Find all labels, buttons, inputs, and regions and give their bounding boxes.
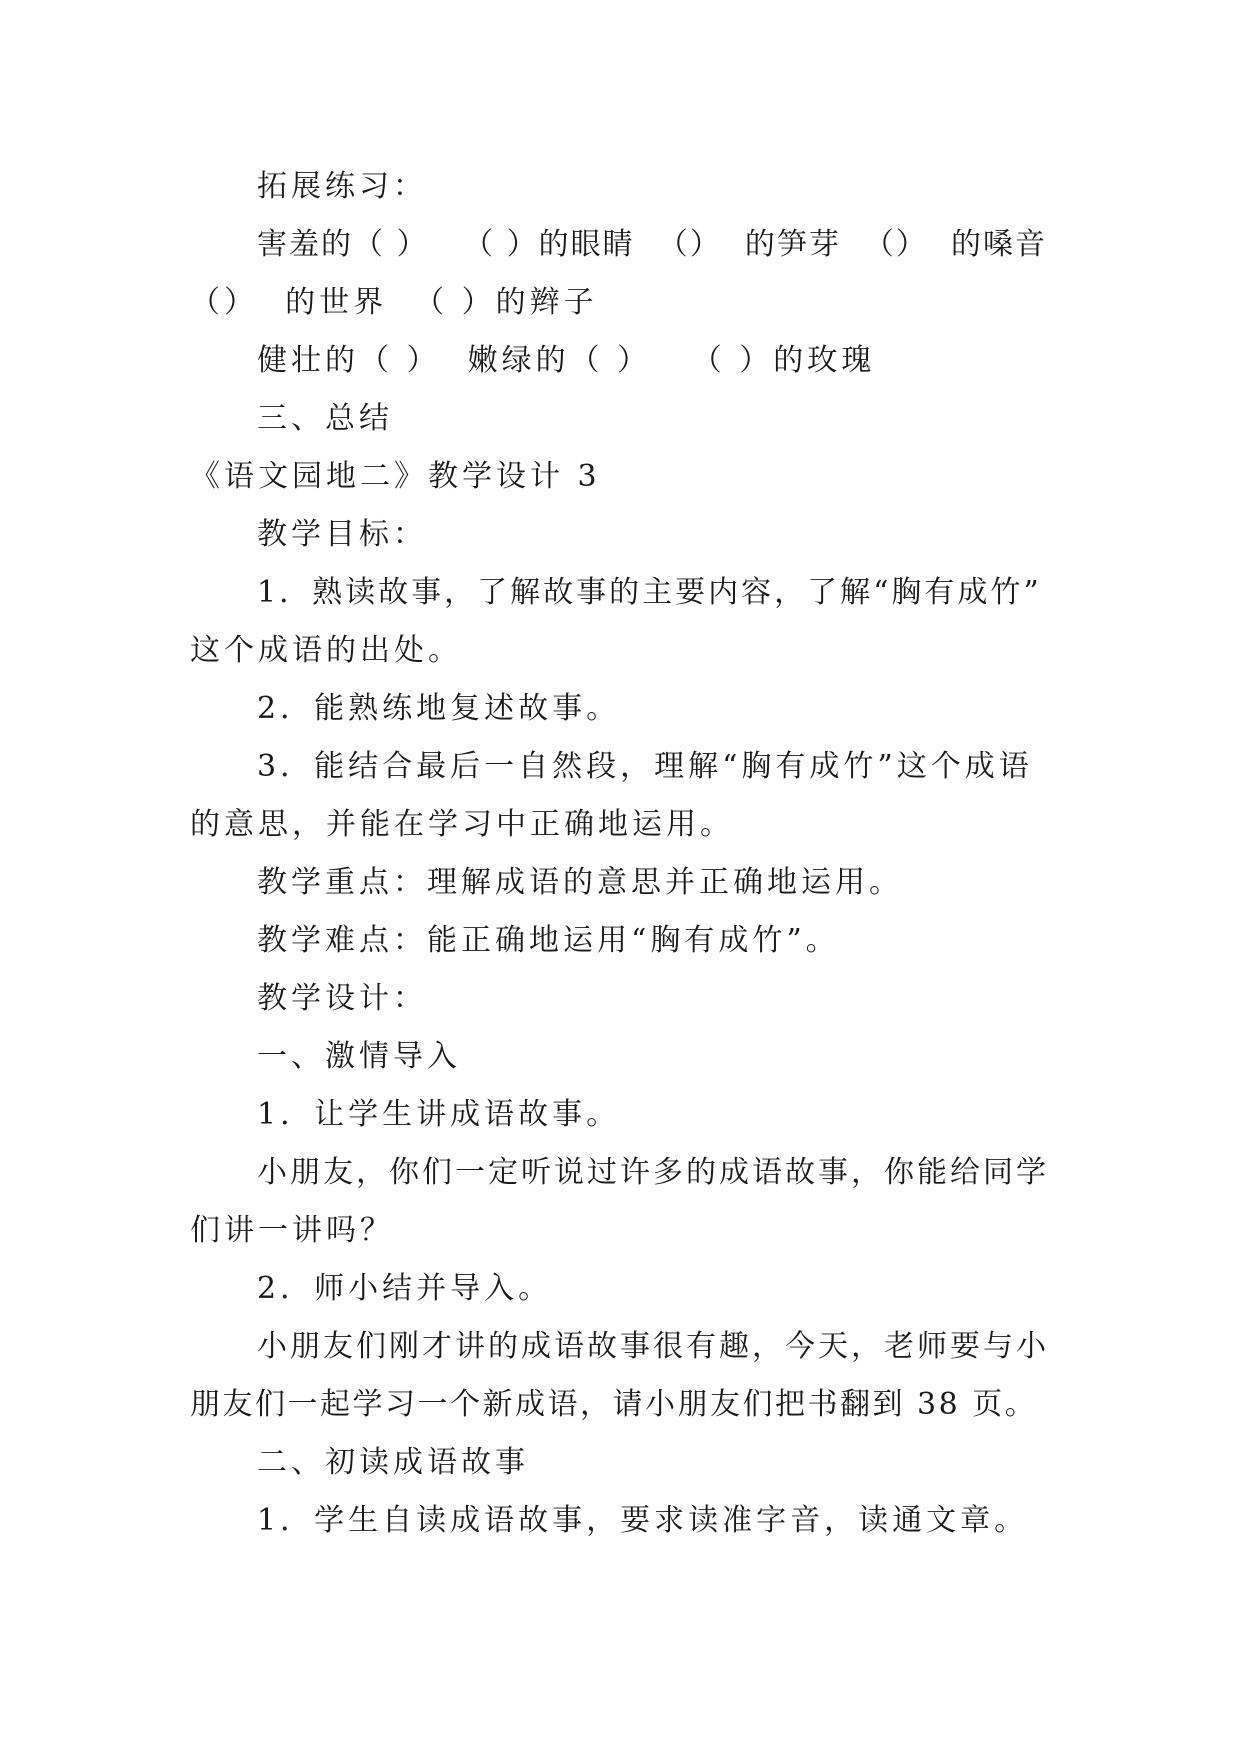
exercise-line: 害羞的（ ） （ ）的眼睛 （） 的笋芽 （） 的嗓音 [257, 227, 1047, 262]
paragraph-line: 2．能熟练地复述故事。 [257, 691, 621, 726]
paragraph-line: 朋友们一起学习一个新成语，请小朋友们把书翻到 38 页。 [190, 1387, 1038, 1422]
paragraph-line: 1．熟读故事，了解故事的主要内容，了解“胸有成竹” [257, 575, 1042, 610]
paragraph-line: 们讲一讲吗？ [190, 1213, 394, 1248]
paragraph-line: 3．能结合最后一自然段，理解“胸有成竹”这个成语 [257, 749, 1033, 784]
paragraph-line: 1．让学生讲成语故事。 [257, 1097, 621, 1132]
section-heading-summary: 三、总结 [257, 401, 393, 436]
paragraph-line: 的意思，并能在学习中正确地运用。 [190, 807, 734, 842]
paragraph-line: 1．学生自读成语故事，要求读准字音，读通文章。 [257, 1503, 1029, 1538]
exercise-line: （） 的世界 （ ）的辫子 [190, 285, 598, 320]
paragraph-line: 小朋友，你们一定听说过许多的成语故事，你能给同学 [257, 1155, 1049, 1190]
exercise-line: 健壮的（ ） 嫩绿的（ ） （ ）的玫瑰 [257, 343, 876, 378]
heading-teaching-goals: 教学目标： [257, 517, 427, 552]
paragraph-line: 教学重点：理解成语的意思并正确地运用。 [257, 865, 903, 900]
document-title: 《语文园地二》教学设计 3 [190, 459, 601, 494]
heading-extension-exercise: 拓展练习： [257, 169, 427, 204]
paragraph-line: 小朋友们刚才讲的成语故事很有趣，今天，老师要与小 [257, 1329, 1049, 1364]
heading-teaching-design: 教学设计： [257, 981, 427, 1016]
section-heading: 一、激情导入 [257, 1039, 461, 1074]
paragraph-line: 教学难点：能正确地运用“胸有成竹”。 [257, 923, 840, 958]
paragraph-line: 2．师小结并导入。 [257, 1271, 553, 1306]
paragraph-line: 这个成语的出处。 [190, 633, 462, 668]
section-heading: 二、初读成语故事 [257, 1445, 529, 1480]
